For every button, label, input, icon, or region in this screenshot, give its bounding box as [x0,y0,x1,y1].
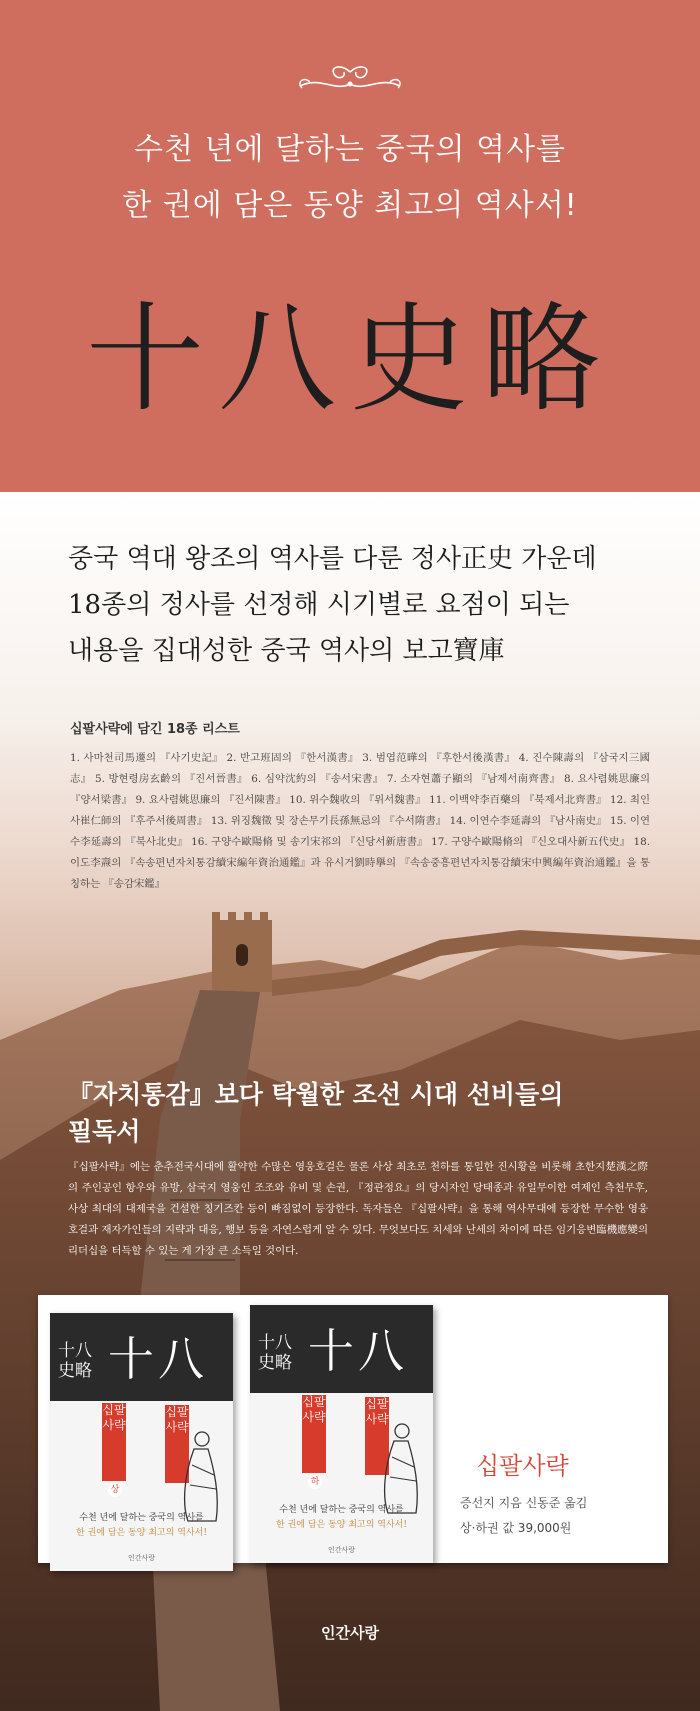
publisher-logo: 인간사랑 [321,1624,379,1642]
book-label-2: 십팔사략 [165,1405,189,1483]
book-label: 십팔사략 [302,1395,326,1473]
book-publisher: 인간사랑 [327,1546,356,1554]
book-cover-vol2 [250,1305,433,1563]
hero-banner [0,0,700,492]
intro-line-1: 중국 역대 왕조의 역사를 다룬 정사正史 가운데 [68,544,597,574]
book-cover-vol1 [50,1313,233,1571]
book-big-title: 十八 [308,1324,408,1378]
book-label: 십팔사략 [102,1403,126,1481]
hero-tagline-2: 한 권에 담은 동양 최고의 역사서! [122,188,578,223]
hero-title: 十八史略 [85,290,614,428]
book-subtitle-1: 수천 년에 달하는 중국의 역사를 [79,1513,204,1523]
book-label-2: 십팔사략 [365,1397,389,1475]
book-small-title: 十八史略 [58,1341,92,1381]
book-subtitle-2: 한 권에 담은 동양 최고의 역사서! [76,1528,207,1538]
book-subtitle-1: 수천 년에 달하는 중국의 역사를 [279,1505,404,1515]
intro-line-3: 내용을 집대성한 중국 역사의 보고寶庫 [68,636,505,666]
list-body: 1. 사마천司馬遷의 『사기史記』 2. 반고班固의 『한서漢書』 3. 범엽范曄의 『후한서後漢書』 4. 진수陳壽의 『삼국지三國志』 5. 방현령房玄齡의 『진서晉書』 6. 심약沈約의 『송서宋書』 7. 소자현蕭子顯의 『남제서南齊書』 8. 요사렴姚思廉의 『양서梁書』 9. 요사렴姚思廉의 『진서陳書』 10. 위수魏收의 『위서魏書』 11. 이백약李百藥의 『북제서北齊書』 12. 최인사崔仁師의 『후주서後周書』 13. 위징魏徵 및 장손무기長孫無忌의 『수서隋書』 14. 이연수李延壽의 『남사南史』 15. 이연수李延壽의 『북사北史』 16. 구양수歐陽脩 및 송기宋祁의 『신당서新唐書』 17. 구양수歐陽脩의 『신오대사新五代史』 18. 이도李燾의 『속송편년자치통감續宋編年資治通鑑』과 유시거劉時擧의 『속송중흥편년자치통감續宋中興編年資治通鑑』을 통칭하는 『송감宋鑑』 [70,752,650,890]
section-heading-line-2: 필독서 [68,1117,141,1146]
book-subtitle-2: 한 권에 담은 동양 최고의 역사서! [276,1520,407,1530]
hero-tagline-1: 수천 년에 달하는 중국의 역사를 [134,132,566,167]
ornament-divider-icon [290,62,410,98]
intro-line-2: 18종의 정사를 선정해 시기별로 요점이 되는 [68,590,570,620]
book-info-price: 상·하권 값 39,000원 [460,1521,572,1535]
section-heading-line-1: 『자치통감』보다 탁월한 조선 시대 선비들의 [68,1080,564,1109]
book-info-authors: 증선지 지음 신동준 옮김 [460,1496,588,1510]
book-info-title: 십팔사략 [476,1452,569,1480]
book-small-title: 十八史略 [258,1333,292,1373]
book-big-title: 十八 [108,1332,208,1386]
book-volume-badge: 상 [108,1483,122,1497]
list-title: 십팔사략에 담긴 18종 리스트 [70,722,240,737]
section-body: 『십팔사략』에는 춘추전국시대에 활약한 수많은 영웅호걸은 물론 사상 최초로 천하를 통일한 진시황을 비롯해 초한지楚漢之際의 주인공인 항우와 유방, 삼국지 영웅인 조조와 유비 및 손권, 『정관정요』의 당시자인 당태종과 유일무이한 여제인 측천무후, 사상 최대의 대제국을 건설한 칭기즈칸 등이 빠짐없이 등장한다. 독자들은 『십팔사략』을 통해 역사무대에 등장한 무수한 영웅호걸과 재자가인들의 지략과 대응, 행보 등을 자연스럽게 알 수 있다. 무엇보다도 치세와 난세의 차이에 따른 임기응변臨機應變의 리더십을 터득할 수 있는 게 가장 큰 소득일 것이다. [68,1161,648,1257]
book-volume-badge: 하 [308,1475,322,1489]
book-publisher: 인간사랑 [127,1554,156,1562]
